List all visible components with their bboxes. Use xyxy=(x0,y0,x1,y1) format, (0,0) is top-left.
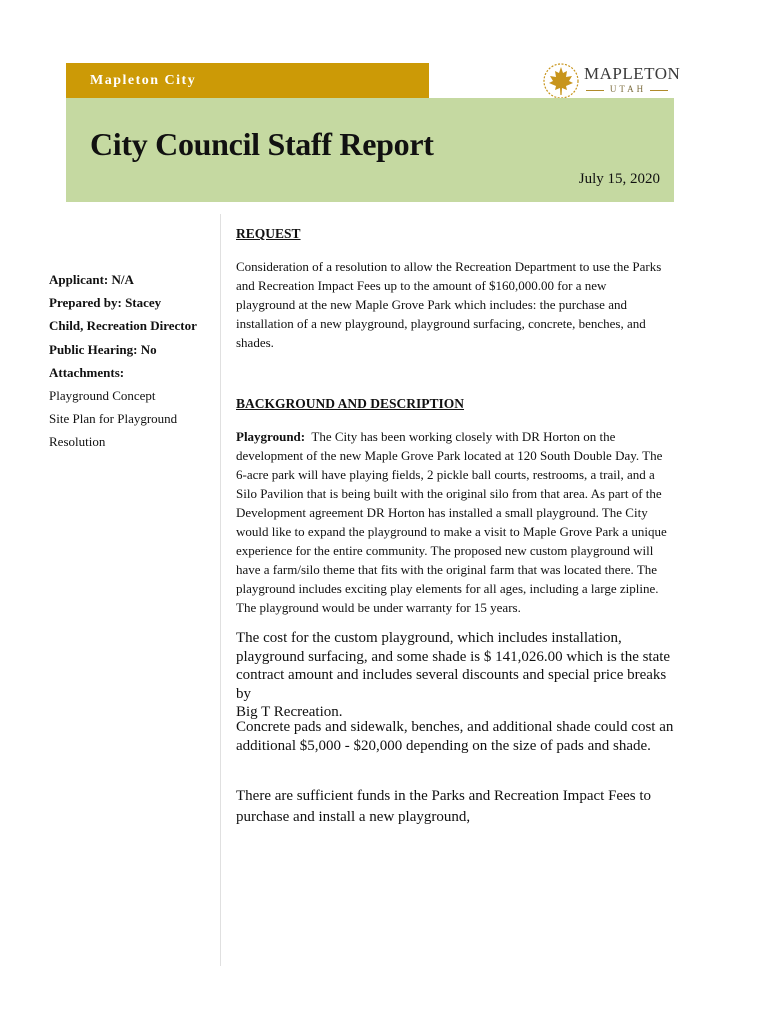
playground-lead: Playground: xyxy=(236,429,306,444)
request-line: Consideration of a resolution to allow the Recreation Department to use the Parks xyxy=(236,259,662,274)
playground-line-text: The City has been working closely with DR Horton on the xyxy=(311,429,616,444)
request-section xyxy=(236,226,676,242)
request-line: playground at the new Maple Grove Park which includes: the purchase and xyxy=(236,297,627,312)
funds-paragraph xyxy=(236,786,676,828)
logo-wordmark: MAPLETON xyxy=(584,64,681,83)
funds-line: There are sufficient funds in the Parks and Recreation Impact Fees to xyxy=(236,788,651,804)
funds-line: purchase and install a new playground, xyxy=(236,809,471,825)
request-line: shades. xyxy=(236,335,274,350)
playground-line xyxy=(236,427,676,446)
cost-line: contract amount and includes several discounts and special price breaks by xyxy=(236,667,667,702)
playground-line: playground includes exciting play elements for all ages, including a large zipline. xyxy=(236,581,659,596)
playground-paragraph xyxy=(236,427,676,617)
request-line: and Recreation Impact Fees up to the amount of $160,000.00 for a new xyxy=(236,278,607,293)
playground-line: experience for the entire community. The proposed new custom playground will xyxy=(236,543,654,558)
prepared-by-field: Prepared by: Stacey xyxy=(49,295,162,311)
logo-subtitle: UTAH xyxy=(609,84,647,94)
column-divider xyxy=(220,214,221,966)
cost-line: Big T Recreation. xyxy=(236,704,343,720)
concrete-line: additional $5,000 - $20,000 depending on the size of pads and shade. xyxy=(236,737,651,754)
playground-line: Silo Pavilion that is being built with the original silo from that area. As part of the xyxy=(236,486,662,501)
report-date: July 15, 2020 xyxy=(578,171,660,187)
header-bar xyxy=(66,63,429,98)
attachment-item: Playground Concept xyxy=(49,388,156,404)
attachments-label: Attachments: xyxy=(49,364,125,380)
request-heading: REQUEST xyxy=(236,226,301,241)
playground-line: Development agreement DR Horton has installed a small playground. The City xyxy=(236,505,648,520)
concrete-line: Concrete pads and sidewalk, benches, and additional shade could cost an xyxy=(236,719,674,735)
cost-line: playground surfacing, and some shade is $ 141,026.00 which is the state xyxy=(236,648,671,665)
playground-line: would like to expand the playground to make a visit to Maple Grove Park a unique xyxy=(236,524,667,539)
title-banner xyxy=(66,98,674,202)
cost-line: The cost for the custom playground, which includes installation, xyxy=(236,630,622,646)
attachment-item: Resolution xyxy=(49,434,106,450)
prepared-by-role: Child, Recreation Director xyxy=(49,318,197,334)
page-title: City Council Staff Report xyxy=(90,126,434,162)
maple-leaf-icon xyxy=(542,62,580,100)
report-sidebar xyxy=(49,268,214,454)
public-hearing-field: Public Hearing: No xyxy=(49,341,157,357)
attachment-item: Site Plan for Playground xyxy=(49,411,178,427)
cost-paragraph xyxy=(236,629,676,722)
background-section xyxy=(236,396,676,412)
request-body xyxy=(236,257,676,352)
playground-line: development of the new Maple Grove Park located at 120 South Double Day. The xyxy=(236,448,663,463)
playground-line: The playground would be under warranty for 15 years. xyxy=(236,600,521,615)
background-heading: BACKGROUND AND DESCRIPTION xyxy=(236,396,465,411)
applicant-field: Applicant: N/A xyxy=(49,272,134,287)
city-label: Mapleton City xyxy=(90,73,197,88)
mapleton-logo xyxy=(542,62,681,100)
concrete-paragraph xyxy=(236,718,676,755)
logo-rule-right xyxy=(650,90,668,91)
request-line: installation of a new playground, playground surfacing, concrete, benches, and xyxy=(236,316,646,331)
playground-line: have a farm/silo theme that fits with the original farm that was located there. The xyxy=(236,562,658,577)
playground-line: 6-acre park will have playing fields, 2 pickle ball courts, restrooms, a trail, and a xyxy=(236,467,655,482)
